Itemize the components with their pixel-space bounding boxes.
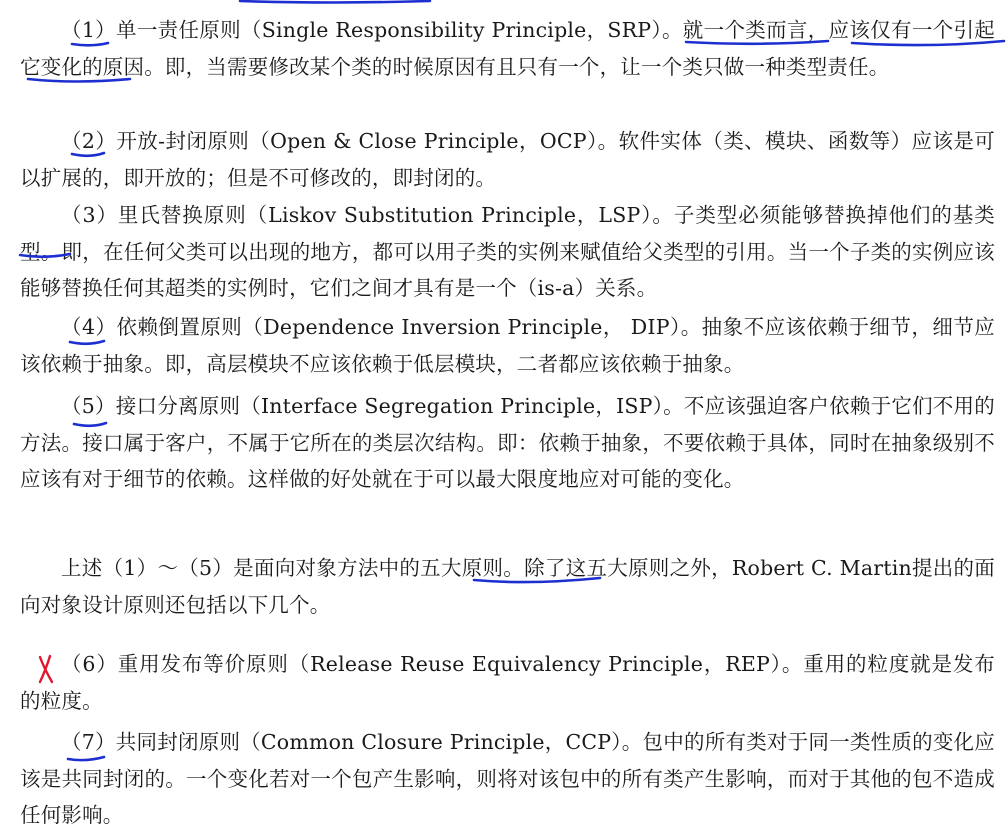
paragraph-srp: （1）单一责任原则（Single Responsibility Principle，SRP）。就一个类而言，应该仅有一个引起它变化的原因。即，当需要修改某个类的时候原因有且只有一个，让一个类只做一种类型责任。 bbox=[20, 18, 995, 79]
paragraph-dip: （4）依赖倒置原则（Dependence Inversion Principle， DIP）。抽象不应该依赖于细节，细节应该依赖于抽象。即，高层模块不应该依赖于低层模块，二者都应该依赖于抽象。 bbox=[20, 315, 995, 376]
paragraph-lsp: （3）里氏替换原则（Liskov Substitution Principle，LSP）。子类型必须能够替换掉他们的基类型。即，在任何父类可以出现的地方，都可以用子类的实例来赋值给父类型的引用。当一个子类的实例应该能够替换任何其超类的实例时，它们之间才具有是一个（is-a）关系。 bbox=[20, 203, 995, 300]
paragraph-ccp: （7）共同封闭原则（Common Closure Principle，CCP）。包中的所有类对于同一类性质的变化应该是共同封闭的。一个变化若对一个包产生影响，则将对该包中的所有类产生影响，而对于其他的包不造成任何影响。 bbox=[20, 730, 995, 827]
paragraph-ocp: （2）开放-封闭原则（Open & Close Principle，OCP）。软件实体（类、模块、函数等）应该是可以扩展的，即开放的；但是不可修改的，即封闭的。 bbox=[20, 129, 995, 190]
paragraph-summary: 上述（1）～（5）是面向对象方法中的五大原则。除了这五大原则之外，Robert C. Martin提出的面向对象设计原则还包括以下几个。 bbox=[20, 556, 995, 617]
paragraph-isp: （5）接口分离原则（Interface Segregation Principle，ISP）。不应该强迫客户依赖于它们不用的方法。接口属于客户，不属于它所在的类层次结构。即：依赖于抽象，不要依赖于具体，同时在抽象级别不应该有对于细节的依赖。这样做的好处就在于可以最大限度地应对可能的变化。 bbox=[20, 394, 995, 491]
top-edge-stroke bbox=[240, 1, 430, 3]
paragraph-rep: （6）重用发布等价原则（Release Reuse Equivalency Principle，REP）。重用的粒度就是发布的粒度。 bbox=[20, 652, 995, 713]
